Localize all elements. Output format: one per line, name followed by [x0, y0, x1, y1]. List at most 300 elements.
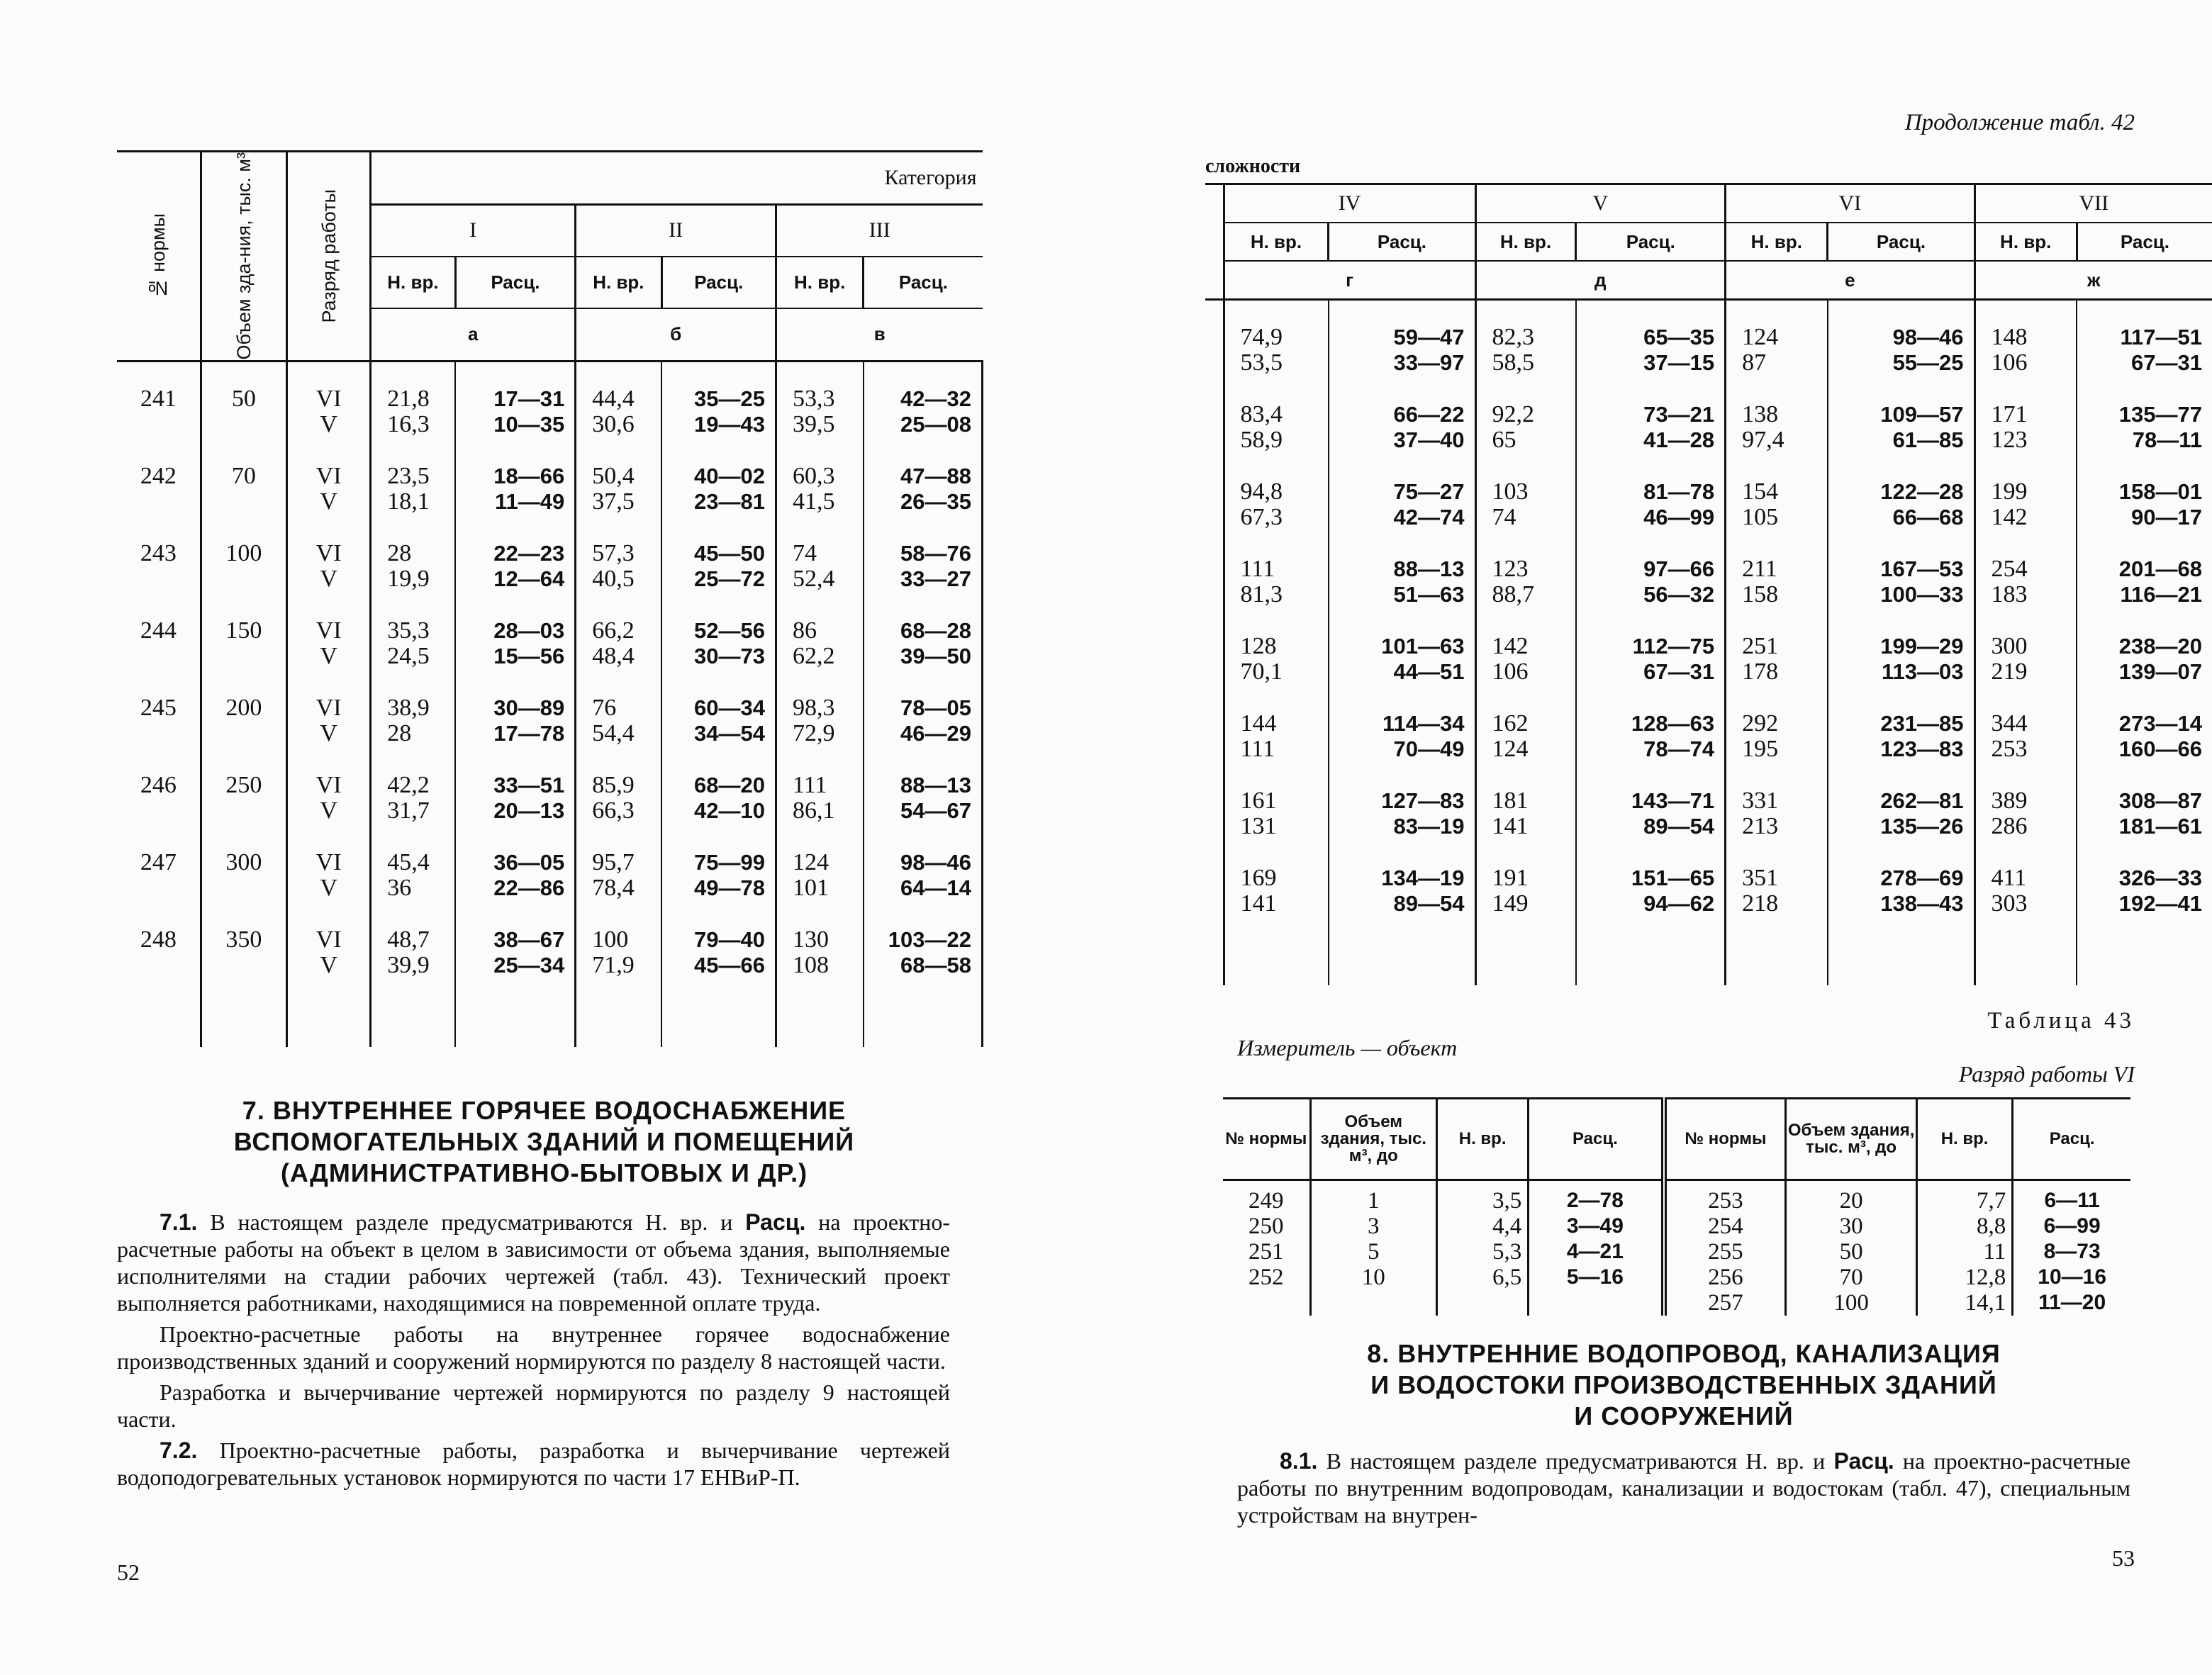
- t43-header-nvr: Н. вр.: [1437, 1099, 1529, 1180]
- cat6-rasc-col: [1828, 300, 1974, 986]
- table-cell: 134—19: [1381, 865, 1465, 890]
- table-cell: 10—35: [493, 411, 565, 437]
- table-cell-group: [1241, 325, 1328, 402]
- table-cell: 65: [1492, 427, 1516, 453]
- table-cell-group: [1241, 634, 1328, 711]
- table-cell: 100—33: [1880, 582, 1964, 607]
- table-cell: 79—40: [694, 926, 765, 952]
- table-cell-group: [288, 773, 369, 850]
- table-cell-group: [2077, 865, 2202, 943]
- table-cell: 68—58: [900, 952, 971, 977]
- table-cell: 64—14: [900, 875, 971, 900]
- table-cell: 1: [1368, 1188, 1380, 1214]
- table-cell: 98—46: [1892, 325, 1964, 349]
- table-cell-group: [1742, 788, 1827, 865]
- table-cell: 195: [1742, 736, 1779, 762]
- table-cell-group: [2077, 325, 2202, 402]
- subhead-nvr: Н. вр.: [1475, 223, 1576, 261]
- table-cell-group: [1241, 711, 1328, 788]
- table-cell: 144: [1240, 710, 1277, 736]
- table-cell-group: [117, 850, 200, 927]
- table-cell: 255: [1708, 1239, 1743, 1265]
- table-cell-group: [1241, 788, 1328, 865]
- table-cell: 37—15: [1643, 350, 1715, 375]
- text: на проектно-расчетные работы на объект в целом в зависимости от объема здания, выполняемые исполнителями на стадии рабочих чертежей (табл. 43). Технический проект выполняется работниками, находящимися на повременной оплате труда.: [117, 1209, 951, 1316]
- table-cell: 7,7: [1977, 1188, 2006, 1214]
- table-cell: 11—49: [494, 488, 565, 514]
- table-cell: 70: [1839, 1265, 1863, 1290]
- table-cell: 59—47: [1393, 325, 1465, 349]
- subhead-rasc: Расц.: [661, 257, 776, 308]
- table-cell-group: [864, 541, 971, 618]
- table-cell-group: [1742, 479, 1827, 556]
- table-cell: 39,9: [387, 951, 430, 978]
- table-cell-group: [1329, 865, 1465, 943]
- volume-col: [201, 361, 286, 1047]
- subhead-nvr: Н. вр.: [576, 257, 661, 308]
- table-cell: 252: [1249, 1265, 1284, 1290]
- table-cell-group: [793, 927, 863, 1004]
- table-cell: 33—97: [1393, 350, 1465, 375]
- table-cell: 161: [1240, 788, 1277, 814]
- table-cell-group: [1492, 788, 1575, 865]
- table-cell: 116—21: [2120, 582, 2202, 607]
- table-cell: 87: [1742, 349, 1767, 376]
- table-cell: 39,5: [792, 410, 835, 437]
- table-cell: 78—11: [2132, 427, 2202, 452]
- table-cell: V: [320, 797, 337, 824]
- table-cell: 257: [1708, 1290, 1743, 1316]
- t43-rasc-col: [1529, 1180, 1664, 1316]
- table-cell: 86: [792, 617, 817, 644]
- table-cell: 50: [231, 385, 256, 412]
- t43-header-rasc: Расц.: [1529, 1099, 1664, 1180]
- table-cell: 113—03: [1882, 659, 1964, 684]
- spacer: [1205, 300, 1224, 986]
- table-cell: 256: [1708, 1265, 1743, 1290]
- table-cell: 25—34: [493, 952, 565, 977]
- paragraph: Разработка и вычерчивание чертежей нормируются по разделу 9 настоящей части.: [117, 1379, 950, 1432]
- subhead-nvr: Н. вр.: [1974, 223, 2077, 261]
- table-cell: 15—56: [493, 643, 565, 668]
- table-cell: 3: [1368, 1214, 1380, 1239]
- table-cell: 40,5: [592, 565, 635, 592]
- paragraph: Проектно-расчетные работы на внутреннее горячее водоснабжение производственных зданий и сооружений нормируются по разделу 8 настоящей части.: [117, 1321, 950, 1374]
- table-cell-group: [288, 541, 369, 618]
- table-cell: 213: [1742, 813, 1779, 839]
- table-cell-group: [1329, 788, 1465, 865]
- table-cell: 3—49: [1566, 1214, 1624, 1238]
- subhead-rasc: Расц.: [864, 257, 983, 308]
- section-7-heading: [142, 1095, 946, 1189]
- table-cell-group: [1828, 788, 1964, 865]
- category-vii: VII: [1974, 184, 2212, 223]
- table-cell: 60—34: [694, 695, 765, 720]
- cat1-rasc-col: [455, 361, 576, 1047]
- table-cell: 199: [1991, 478, 2028, 505]
- table-cell-group: [1992, 788, 2077, 865]
- table-cell: 47—88: [900, 463, 971, 488]
- table-cell-group: [793, 618, 863, 695]
- table-cell-group: [387, 695, 454, 773]
- clause-number: 8.1.: [1280, 1448, 1318, 1474]
- table-cell-group: [864, 386, 971, 464]
- spacer: [1205, 223, 1224, 261]
- table-cell: 75—99: [694, 849, 765, 875]
- table-42-right: [1205, 150, 2212, 985]
- table-cell: 181—61: [2118, 814, 2202, 839]
- page-number-right: 53: [2112, 1545, 2135, 1571]
- table-cell: 154: [1742, 478, 1779, 505]
- table-cell: 128: [1240, 633, 1277, 659]
- table-cell: 141: [1492, 813, 1529, 839]
- table-cell: V: [320, 565, 337, 592]
- category-iv: IV: [1224, 184, 1475, 223]
- table-cell: 81,3: [1240, 581, 1283, 607]
- subhead-rasc: Расц.: [455, 257, 576, 308]
- table-cell-group: [1742, 634, 1827, 711]
- table-cell: 142: [1492, 633, 1529, 659]
- table-cell: 83,4: [1240, 401, 1283, 427]
- table-cell: 90—17: [2131, 505, 2202, 530]
- table-cell: 88—13: [1393, 556, 1465, 581]
- table-cell: 48,7: [387, 926, 430, 953]
- table-cell: VI: [315, 694, 342, 721]
- table-cell: 128—63: [1631, 711, 1715, 736]
- table-cell-group: [1577, 325, 1714, 402]
- table-cell: 20: [1839, 1188, 1863, 1214]
- table-cell-group: [1492, 634, 1575, 711]
- table-cell-group: [1329, 402, 1465, 479]
- table-cell: 245: [140, 694, 177, 721]
- table-cell: 8,8: [1977, 1214, 2006, 1239]
- table-cell-group: [288, 386, 369, 464]
- table-cell: 123: [1492, 556, 1529, 582]
- table-cell: 46—99: [1643, 505, 1715, 530]
- table-cell: 101—63: [1381, 634, 1465, 659]
- table-cell: 100: [1833, 1290, 1869, 1316]
- section-8-text: [1237, 1447, 2130, 1533]
- cat3-nvr-col: [776, 361, 863, 1047]
- table-cell: 251: [1742, 633, 1779, 659]
- cat4-rasc-col: [1329, 300, 1475, 986]
- cat6-nvr-col: [1726, 300, 1828, 986]
- table-cell-group: [1742, 711, 1827, 788]
- table-cell-group: [387, 850, 454, 927]
- table-cell: 41,5: [792, 488, 835, 515]
- table-cell: 183: [1991, 581, 2028, 607]
- table-cell-group: [1992, 634, 2077, 711]
- table-cell: 162: [1492, 710, 1529, 736]
- category-ii: II: [576, 204, 776, 257]
- table-cell-group: [1828, 711, 1964, 788]
- table-cell-group: [1992, 556, 2077, 634]
- table-cell: 23—81: [694, 488, 765, 514]
- table-43-measure: Измеритель — объект: [1237, 1035, 1458, 1060]
- table-cell: 254: [1708, 1214, 1743, 1239]
- table-cell-group: [1742, 556, 1827, 634]
- table-cell: 46—29: [900, 720, 971, 746]
- subhead-nvr: Н. вр.: [1224, 223, 1329, 261]
- table-cell-group: [202, 464, 286, 541]
- table-cell: 3,5: [1492, 1188, 1522, 1214]
- section-8-heading-line: И ВОДОСТОКИ ПРОИЗВОДСТВЕННЫХ ЗДАНИЙ: [1370, 1370, 1997, 1399]
- table-cell: 151—65: [1631, 865, 1715, 890]
- table-cell-group: [456, 773, 564, 850]
- cat7-rasc-col: [2077, 300, 2212, 986]
- table-cell: 250: [225, 771, 262, 798]
- table-cell-group: [117, 773, 200, 850]
- table-cell: 54,4: [592, 719, 635, 746]
- table-cell: 36: [387, 874, 412, 901]
- t43-volume-col: [1786, 1180, 1917, 1316]
- table-cell: 130: [792, 926, 829, 953]
- table-cell: 100: [592, 926, 629, 953]
- table-cell: 58,5: [1492, 349, 1534, 376]
- table-cell: 67—31: [2131, 350, 2202, 375]
- table-cell: 82,3: [1492, 324, 1534, 350]
- table-cell-group: [1577, 402, 1714, 479]
- table-cell-group: [456, 386, 564, 464]
- table-cell: 54—67: [900, 797, 971, 823]
- table-cell: 286: [1991, 813, 2028, 839]
- table-cell: 135—26: [1880, 814, 1964, 839]
- cat2-rasc-col: [661, 361, 776, 1047]
- table-cell: 98—46: [900, 849, 971, 875]
- letter-zh: ж: [1974, 261, 2212, 300]
- table-cell-group: [288, 464, 369, 541]
- table-cell-group: [1577, 556, 1714, 634]
- table-cell: 111: [792, 771, 827, 798]
- table-cell: 28: [387, 539, 412, 566]
- table-cell: 35,3: [387, 617, 430, 644]
- t43-rasc-col: [2013, 1180, 2130, 1316]
- table-cell: 248: [140, 926, 177, 953]
- table-cell-group: [456, 927, 564, 1004]
- table-cell-group: [1992, 479, 2077, 556]
- table-cell: 169: [1240, 865, 1277, 891]
- section-7-heading-line: ВСПОМОГАТЕЛЬНЫХ ЗДАНИЙ И ПОМЕЩЕНИЙ: [233, 1127, 855, 1156]
- subhead-rasc: Расц.: [1576, 223, 1726, 261]
- table-cell: 70,1: [1240, 659, 1283, 685]
- table-cell: 61—85: [1892, 427, 1964, 452]
- table-cell-group: [387, 618, 454, 695]
- cat5-nvr-col: [1475, 300, 1576, 986]
- table-cell-group: [1241, 556, 1328, 634]
- table-cell: 78—05: [900, 695, 971, 720]
- table-cell: 101: [792, 874, 829, 901]
- table-cell: 5,3: [1492, 1239, 1522, 1265]
- table-cell: 20—13: [493, 797, 565, 823]
- table-cell: 4,4: [1492, 1214, 1522, 1239]
- table-cell: 108: [792, 951, 829, 978]
- table-cell-group: [1828, 325, 1964, 402]
- table-cell: 74: [792, 539, 817, 566]
- table-cell-group: [117, 464, 200, 541]
- table-cell: 124: [1492, 736, 1529, 762]
- table-cell: V: [320, 488, 337, 515]
- section-8-heading-line: И СООРУЖЕНИЙ: [1574, 1401, 1794, 1430]
- table-cell-group: [117, 927, 200, 1004]
- table-cell-group: [864, 464, 971, 541]
- table-cell: 123—83: [1880, 736, 1964, 761]
- letter-e: е: [1726, 261, 1974, 300]
- table-cell-group: [662, 927, 765, 1004]
- table-cell: 2—78: [1566, 1189, 1624, 1212]
- table-cell-group: [662, 464, 765, 541]
- table-cell: 5: [1368, 1239, 1380, 1265]
- table-cell: 42—74: [1393, 505, 1465, 530]
- table-cell-group: [1577, 788, 1714, 865]
- table-cell: 231—85: [1880, 711, 1964, 736]
- section-7-heading-line: (АДМИНИСТРАТИВНО-БЫТОВЫХ И ДР.): [280, 1158, 808, 1187]
- clause-number: 7.2.: [160, 1438, 198, 1463]
- table-cell: 199—29: [1880, 634, 1964, 659]
- table-cell: 94,8: [1240, 478, 1283, 505]
- table-43-grade: Разряд работы VI: [1958, 1061, 2135, 1087]
- table-cell: 92,2: [1492, 401, 1534, 427]
- table-cell: 45—50: [694, 540, 765, 566]
- table-cell-group: [1329, 634, 1465, 711]
- table-cell: 53,5: [1240, 349, 1283, 376]
- table-cell: 42,2: [387, 771, 430, 798]
- table-cell: 192—41: [2118, 891, 2202, 916]
- table-42-right-body: [1205, 300, 2212, 986]
- table-cell: 211: [1742, 556, 1777, 582]
- page-number-left: 52: [117, 1559, 140, 1585]
- table-cell: 41—28: [1643, 427, 1715, 452]
- table-cell: 14,1: [1965, 1290, 2006, 1316]
- table-cell-group: [1241, 479, 1328, 556]
- table-cell: 6,5: [1492, 1265, 1522, 1290]
- category-v: V: [1475, 184, 1726, 223]
- table-cell: 65—35: [1643, 325, 1715, 349]
- table-cell: 38,9: [387, 694, 430, 721]
- table-cell-group: [117, 541, 200, 618]
- table-cell: 86,1: [792, 797, 835, 824]
- table-cell: 39—50: [900, 643, 971, 668]
- table-cell: 273—14: [2118, 711, 2202, 736]
- table-cell: 52,4: [792, 565, 835, 592]
- table-cell: 254: [1991, 556, 2028, 582]
- table-cell-group: [1742, 865, 1827, 943]
- category-iii: III: [776, 204, 982, 257]
- table-cell: 18—66: [493, 463, 565, 488]
- subhead-rasc: Расц.: [2077, 223, 2212, 261]
- table-cell: 191: [1492, 865, 1529, 891]
- cat7-nvr-col: [1974, 300, 2077, 986]
- table-cell: V: [320, 410, 337, 437]
- table-cell: 148: [1991, 324, 2028, 350]
- table-cell: 351: [1742, 865, 1779, 891]
- spacer: [1205, 261, 1224, 300]
- table-cell: 143—71: [1631, 788, 1715, 813]
- table-cell: 44,4: [592, 385, 635, 412]
- table-cell-group: [387, 386, 454, 464]
- letter-d: д: [1475, 261, 1726, 300]
- table-cell-group: [592, 386, 661, 464]
- table-cell: 45,4: [387, 848, 430, 875]
- table-cell: VI: [315, 462, 342, 489]
- table-cell: 68—28: [900, 617, 971, 643]
- letter-g: г: [1224, 261, 1475, 300]
- table-cell-group: [1992, 402, 2077, 479]
- table-cell-group: [662, 850, 765, 927]
- table-cell-group: [1241, 865, 1328, 943]
- table-cell: 23,5: [387, 462, 430, 489]
- table-cell: 250: [1249, 1214, 1284, 1239]
- table-cell: 73—21: [1643, 402, 1715, 427]
- letter-b: б: [576, 308, 776, 361]
- letter-v: в: [776, 308, 982, 361]
- table-cell: 97,4: [1742, 427, 1784, 453]
- section-7-text: [117, 1209, 950, 1495]
- table-cell: 105: [1742, 504, 1779, 530]
- table-cell: 30—89: [493, 695, 565, 720]
- table-cell: 30—73: [694, 643, 765, 668]
- table-cell: 45—66: [694, 952, 765, 977]
- table-cell: 83—19: [1393, 814, 1465, 839]
- table-cell-group: [2077, 634, 2202, 711]
- table-cell: 131: [1240, 813, 1277, 839]
- table-cell-group: [1329, 479, 1465, 556]
- table-cell: 114—34: [1382, 711, 1465, 736]
- table-cell-group: [288, 850, 369, 927]
- table-cell-group: [1577, 865, 1714, 943]
- table-cell-group: [592, 618, 661, 695]
- table-cell: 247: [140, 848, 177, 875]
- table-cell: 37,5: [592, 488, 635, 515]
- table-cell-group: [1992, 711, 2077, 788]
- subhead-nvr: Н. вр.: [1726, 223, 1828, 261]
- table-cell: 78,4: [592, 874, 635, 901]
- category-i: I: [371, 204, 576, 257]
- table-cell: 141: [1240, 890, 1277, 917]
- table-cell-group: [1329, 711, 1465, 788]
- table-cell-group: [1492, 865, 1575, 943]
- subhead-nvr: Н. вр.: [371, 257, 455, 308]
- table-cell-group: [387, 773, 454, 850]
- table-cell-group: [387, 541, 454, 618]
- table-cell-group: [1828, 402, 1964, 479]
- table-cell: 18,1: [387, 488, 430, 515]
- table-cell: 12—64: [493, 566, 565, 591]
- table-cell-group: [662, 773, 765, 850]
- table-cell: 16,3: [387, 410, 430, 437]
- table-cell: 150: [225, 617, 262, 644]
- table-cell: 253: [1708, 1188, 1743, 1214]
- table-cell-group: [117, 695, 200, 773]
- table-cell: 138—43: [1880, 891, 1964, 916]
- table-cell-group: [2077, 711, 2202, 788]
- table-cell: 49—78: [694, 875, 765, 900]
- table-cell: 25—72: [694, 566, 765, 591]
- table-cell: 22—86: [493, 875, 565, 900]
- table-cell-group: [288, 695, 369, 773]
- table-cell: 42—32: [900, 386, 971, 411]
- table-cell-group: [387, 927, 454, 1004]
- table-cell: 253: [1991, 736, 2028, 762]
- table-cell: 326—33: [2118, 865, 2202, 890]
- table-cell: 11—20: [2038, 1291, 2106, 1314]
- table-cell: 350: [225, 926, 262, 953]
- table-cell: VI: [315, 848, 342, 875]
- table-cell: 66—68: [1892, 505, 1964, 530]
- table-cell: 12,8: [1965, 1265, 2006, 1290]
- table-cell: 62,2: [792, 642, 835, 669]
- table-cell: 139—07: [2118, 659, 2202, 684]
- table-cell: 160—66: [2118, 736, 2202, 761]
